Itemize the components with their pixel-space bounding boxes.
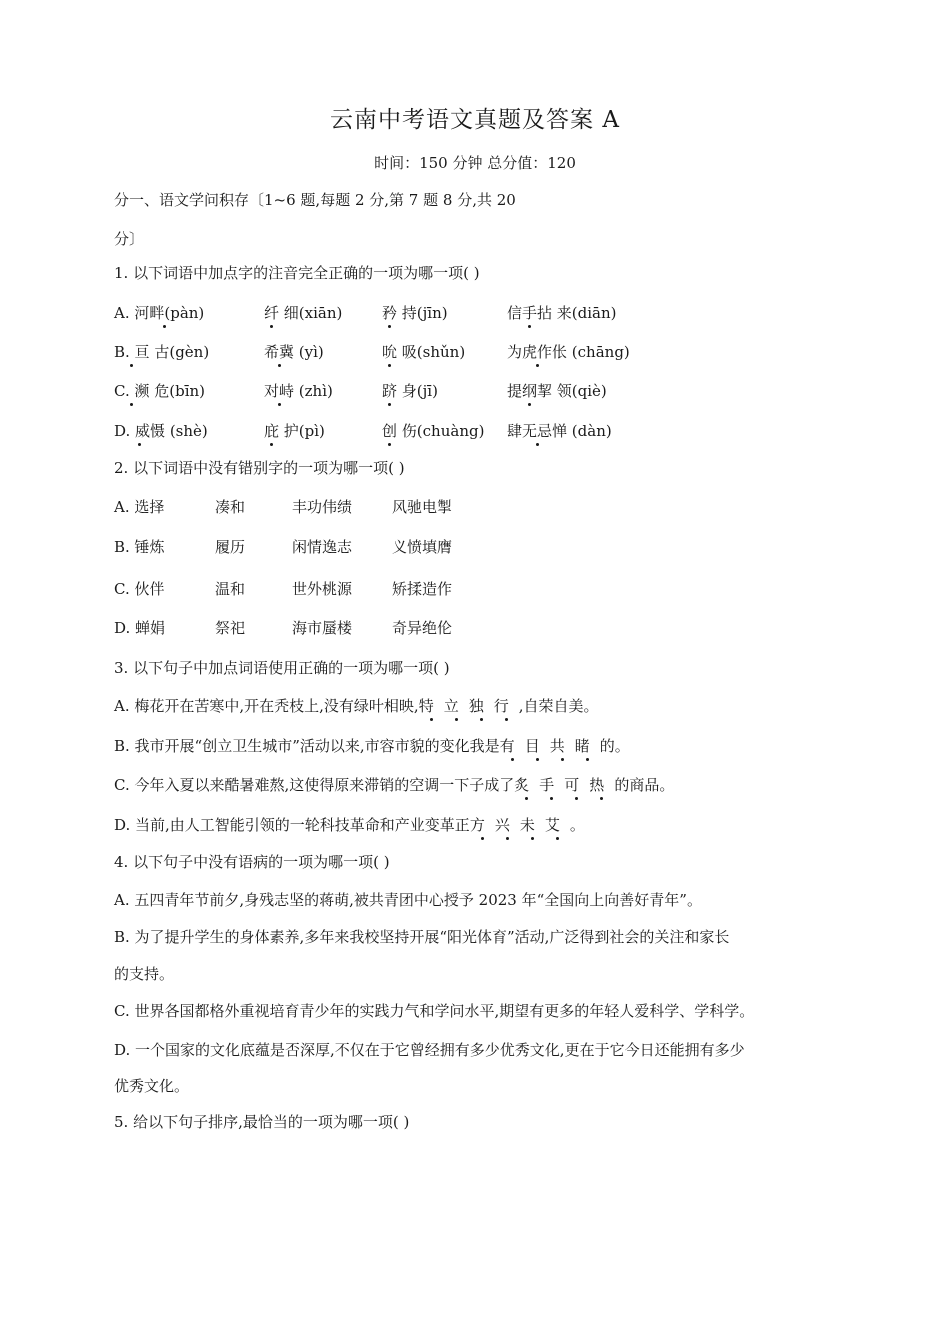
dotted-phrase — [470, 816, 570, 834]
q1-stem: 1. 以下词语中加点字的注音完全正确的一项为哪一项( ) — [114, 264, 480, 282]
emphasized-char: 手 — [539, 776, 565, 794]
emphasized-char: 行 — [493, 697, 519, 715]
dotted-phrase — [500, 737, 600, 755]
q2b-word3: 闲情逸志 — [292, 538, 353, 556]
q2b-word1: B. 锤炼 — [114, 538, 165, 556]
emphasized-char: 特 — [418, 697, 444, 715]
q1a-word1: A. 河畔(pàn) — [114, 304, 205, 322]
q1d-word1: D. 威慑 (shè) — [114, 422, 208, 440]
page-title: 云南中考语文真题及答案 A — [330, 107, 620, 133]
emphasized-char: 艾 — [544, 816, 570, 834]
q1a-word4: 信手拈 来(diān) — [507, 304, 617, 322]
q4-option-b: B. 为了提升学生的身体素养,多年来我校坚持开展“阳光体育”活动,广泛得到社会的关注和家长 — [114, 928, 730, 946]
emphasized-char: 独 — [468, 697, 494, 715]
q1b-word3: 吮 吸(shǔn) — [382, 343, 466, 361]
q5-stem: 5. 给以下句子排序,最恰当的一项为哪一项( ) — [114, 1113, 410, 1131]
q1c-word3: 跻 身(jī) — [382, 382, 438, 400]
q1d-word2: 庇 护(pì) — [264, 422, 325, 440]
section-heading: 分一、语文学问积存〔1~6 题,每题 2 分,第 7 题 8 分,共 20 — [114, 191, 516, 209]
dotted-phrase — [419, 697, 519, 715]
q2c-word4: 矫揉造作 — [392, 580, 453, 598]
q4-option-d-cont: 优秀文化。 — [114, 1077, 190, 1095]
q1d-word3: 创 伤(chuàng) — [382, 422, 485, 440]
emphasized-char: 有 — [499, 737, 525, 755]
dotted-phrase — [514, 776, 614, 794]
q1c-word1: C. 濒 危(bīn) — [114, 382, 206, 400]
q2d-word2: 祭祀 — [215, 619, 246, 637]
q1a-word2: 纤 细(xiān) — [264, 304, 343, 322]
q2b-word2: 履历 — [215, 538, 246, 556]
q1a-word3: 矜 持(jīn) — [382, 304, 448, 322]
q3-option-d: D. 当前,由人工智能引领的一轮科技革命和产业变革正方兴未艾。 — [114, 816, 585, 834]
q2c-word1: C. 伙伴 — [114, 580, 165, 598]
emphasized-char: 热 — [589, 776, 615, 794]
q2d-word1: D. 蝉娟 — [114, 619, 166, 637]
q2a-word3: 丰功伟绩 — [292, 498, 353, 516]
q3-option-c: C. 今年入夏以来酷暑难熬,这使得原来滞销的空调一下子成了炙手可热的商品。 — [114, 776, 675, 794]
q1b-word2: 希冀 (yì) — [264, 343, 324, 361]
q4-option-a: A. 五四青年节前夕,身残志坚的蒋萌,被共青团中心授予 2023 年“全国向上向善好青年”。 — [114, 891, 702, 909]
q2a-word4: 风驰电掣 — [392, 498, 453, 516]
q4-option-c: C. 世界各国都格外重视培育青少年的实践力气和学问水平,期望有更多的年轻人爱科学、学科学。 — [114, 1002, 755, 1020]
q2b-word4: 义愤填膺 — [392, 538, 453, 556]
q2a-word1: A. 选择 — [114, 498, 165, 516]
emphasized-char: 未 — [519, 816, 545, 834]
emphasized-char: 目 — [524, 737, 550, 755]
exam-info: 时间：150 分钟 总分值：120 — [374, 154, 576, 172]
q2c-word2: 温和 — [215, 580, 246, 598]
q2a-word2: 凑和 — [215, 498, 246, 516]
emphasized-char: 方 — [469, 816, 495, 834]
q4-stem: 4. 以下句子中没有语病的一项为哪一项( ) — [114, 853, 390, 871]
q2c-word3: 世外桃源 — [292, 580, 353, 598]
q1b-word4: 为虎作伥 (chāng) — [507, 343, 630, 361]
q4-option-d: D. 一个国家的文化底蕴是否深厚,不仅在于它曾经拥有多少优秀文化,更在于它今日还能拥有多少 — [114, 1041, 745, 1059]
emphasized-char: 睹 — [574, 737, 600, 755]
q4-option-b-cont: 的支持。 — [114, 965, 175, 983]
q2d-word4: 奇异绝伦 — [392, 619, 453, 637]
emphasized-char: 兴 — [494, 816, 520, 834]
q3-option-b: B. 我市开展“创立卫生城市”活动以来,市容市貌的变化我是有目共睹的。 — [114, 737, 630, 755]
emphasized-char: 炙 — [514, 776, 540, 794]
q2-stem: 2. 以下词语中没有错别字的一项为哪一项( ) — [114, 459, 405, 477]
section-heading-cont: 分〕 — [114, 230, 145, 248]
q1c-word4: 提纲挈 领(qiè) — [507, 382, 607, 400]
q2d-word3: 海市蜃楼 — [292, 619, 353, 637]
q3-option-a: A. 梅花开在苦寒中,开在秃枝上,没有绿叶相映,特立独行,自荣自美。 — [114, 697, 599, 715]
q1d-word4: 肆无忌惮 (dàn) — [507, 422, 612, 440]
emphasized-char: 可 — [564, 776, 590, 794]
emphasized-char: 立 — [443, 697, 469, 715]
q3-stem: 3. 以下句子中加点词语使用正确的一项为哪一项( ) — [114, 659, 450, 677]
emphasized-char: 共 — [549, 737, 575, 755]
q1b-word1: B. 亘 古(gèn) — [114, 343, 210, 361]
q1c-word2: 对峙 (zhì) — [264, 382, 333, 400]
